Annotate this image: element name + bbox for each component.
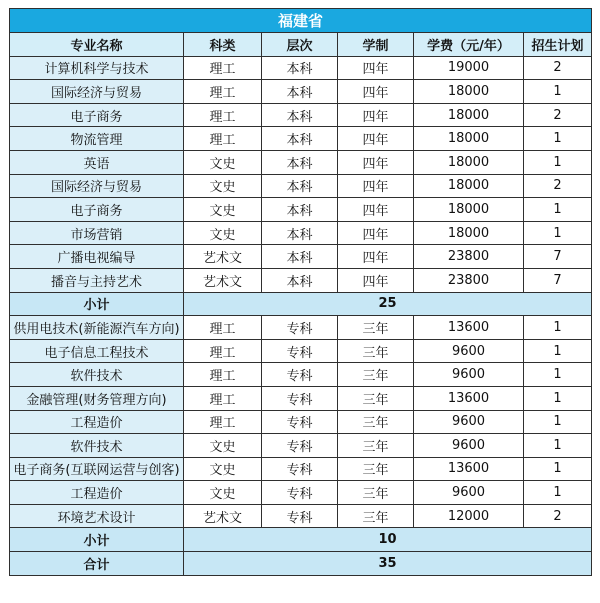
cell-duration: 三年 [338,481,414,505]
cell-duration: 四年 [338,198,414,222]
table-row [10,150,592,174]
table-row [10,339,592,363]
total-row [10,552,592,576]
table-row [10,80,592,104]
cell-tuition: 12000 [414,504,524,528]
cell-tuition: 18000 [414,127,524,151]
table-row [10,481,592,505]
cell-major: 电子商务 [10,198,184,222]
table-row [10,457,592,481]
cell-tuition: 9600 [414,481,524,505]
cell-tuition: 19000 [414,56,524,80]
cell-level: 本科 [262,103,338,127]
cell-duration: 四年 [338,103,414,127]
cell-category: 艺术文 [184,245,262,269]
cell-duration: 四年 [338,56,414,80]
table-row [10,363,592,387]
cell-level: 本科 [262,245,338,269]
cell-level: 本科 [262,221,338,245]
cell-level: 本科 [262,174,338,198]
cell-quota: 1 [524,410,592,434]
cell-category: 文史 [184,174,262,198]
table-row [10,504,592,528]
cell-quota: 2 [524,56,592,80]
cell-quota: 1 [524,434,592,458]
header-quota: 招生计划 [524,33,592,57]
cell-major: 国际经济与贸易 [10,174,184,198]
cell-major: 国际经济与贸易 [10,80,184,104]
table-row [10,268,592,292]
cell-duration: 四年 [338,245,414,269]
cell-duration: 四年 [338,150,414,174]
cell-category: 理工 [184,80,262,104]
header-level: 层次 [262,33,338,57]
subtotal-row [10,292,592,316]
cell-quota: 1 [524,363,592,387]
header-tuition: 学费（元/年） [414,33,524,57]
table-row [10,410,592,434]
cell-level: 专科 [262,481,338,505]
table-row [10,434,592,458]
subtotal-value: 10 [184,528,592,552]
cell-category: 理工 [184,103,262,127]
cell-category: 文史 [184,481,262,505]
cell-major: 电子信息工程技术 [10,339,184,363]
cell-duration: 四年 [338,127,414,151]
cell-duration: 三年 [338,339,414,363]
cell-major: 广播电视编导 [10,245,184,269]
table-row [10,198,592,222]
cell-duration: 三年 [338,386,414,410]
cell-quota: 7 [524,245,592,269]
cell-category: 理工 [184,56,262,80]
cell-major: 供用电技术(新能源汽车方向) [10,316,184,340]
cell-duration: 三年 [338,316,414,340]
cell-duration: 三年 [338,363,414,387]
cell-category: 理工 [184,386,262,410]
cell-quota: 1 [524,198,592,222]
cell-level: 专科 [262,434,338,458]
cell-quota: 1 [524,481,592,505]
cell-tuition: 9600 [414,339,524,363]
cell-category: 文史 [184,434,262,458]
enrollment-plan-table-container [9,8,591,576]
cell-tuition: 9600 [414,410,524,434]
table-row [10,174,592,198]
cell-level: 本科 [262,127,338,151]
cell-level: 本科 [262,268,338,292]
enrollment-plan-table [9,8,592,576]
cell-quota: 1 [524,221,592,245]
subtotal-value: 25 [184,292,592,316]
cell-category: 艺术文 [184,504,262,528]
table-title-row [10,9,592,33]
cell-level: 专科 [262,457,338,481]
cell-tuition: 13600 [414,316,524,340]
cell-tuition: 13600 [414,457,524,481]
cell-duration: 三年 [338,457,414,481]
cell-category: 理工 [184,316,262,340]
table-row [10,127,592,151]
cell-category: 文史 [184,221,262,245]
cell-major: 电子商务 [10,103,184,127]
table-row [10,103,592,127]
cell-level: 本科 [262,80,338,104]
cell-level: 专科 [262,363,338,387]
total-value: 35 [184,552,592,576]
cell-category: 理工 [184,127,262,151]
cell-level: 专科 [262,316,338,340]
cell-quota: 1 [524,80,592,104]
cell-major: 软件技术 [10,363,184,387]
cell-level: 本科 [262,150,338,174]
header-duration: 学制 [338,33,414,57]
cell-major: 电子商务(互联网运营与创客) [10,457,184,481]
cell-category: 艺术文 [184,268,262,292]
cell-duration: 三年 [338,434,414,458]
subtotal-label: 小计 [10,292,184,316]
cell-level: 本科 [262,56,338,80]
cell-quota: 1 [524,339,592,363]
cell-major: 环境艺术设计 [10,504,184,528]
cell-quota: 2 [524,504,592,528]
table-row [10,221,592,245]
cell-tuition: 18000 [414,150,524,174]
cell-major: 金融管理(财务管理方向) [10,386,184,410]
cell-tuition: 18000 [414,174,524,198]
cell-category: 文史 [184,457,262,481]
cell-tuition: 23800 [414,245,524,269]
table-row [10,386,592,410]
header-category: 科类 [184,33,262,57]
table-row [10,316,592,340]
cell-tuition: 23800 [414,268,524,292]
cell-category: 理工 [184,363,262,387]
table-row [10,245,592,269]
cell-major: 物流管理 [10,127,184,151]
cell-category: 理工 [184,410,262,434]
cell-quota: 1 [524,457,592,481]
cell-level: 本科 [262,198,338,222]
cell-major: 计算机科学与技术 [10,56,184,80]
cell-quota: 2 [524,103,592,127]
cell-duration: 四年 [338,268,414,292]
cell-major: 英语 [10,150,184,174]
cell-major: 工程造价 [10,481,184,505]
cell-duration: 四年 [338,80,414,104]
cell-quota: 1 [524,316,592,340]
cell-duration: 四年 [338,174,414,198]
cell-quota: 1 [524,150,592,174]
cell-major: 工程造价 [10,410,184,434]
cell-tuition: 18000 [414,80,524,104]
cell-tuition: 18000 [414,198,524,222]
cell-quota: 7 [524,268,592,292]
cell-duration: 四年 [338,221,414,245]
cell-tuition: 9600 [414,434,524,458]
province-title: 福建省 [10,9,592,33]
cell-tuition: 18000 [414,103,524,127]
header-major: 专业名称 [10,33,184,57]
cell-quota: 1 [524,386,592,410]
cell-quota: 1 [524,127,592,151]
cell-quota: 2 [524,174,592,198]
cell-level: 专科 [262,339,338,363]
cell-category: 文史 [184,198,262,222]
cell-duration: 三年 [338,410,414,434]
cell-major: 市场营销 [10,221,184,245]
subtotal-label: 小计 [10,528,184,552]
table-body [10,9,592,576]
subtotal-row [10,528,592,552]
cell-tuition: 13600 [414,386,524,410]
cell-level: 专科 [262,504,338,528]
cell-level: 专科 [262,386,338,410]
cell-major: 播音与主持艺术 [10,268,184,292]
cell-tuition: 9600 [414,363,524,387]
table-row [10,56,592,80]
cell-category: 文史 [184,150,262,174]
cell-level: 专科 [262,410,338,434]
cell-major: 软件技术 [10,434,184,458]
cell-duration: 三年 [338,504,414,528]
cell-tuition: 18000 [414,221,524,245]
table-header-row [10,33,592,57]
cell-category: 理工 [184,339,262,363]
total-label: 合计 [10,552,184,576]
